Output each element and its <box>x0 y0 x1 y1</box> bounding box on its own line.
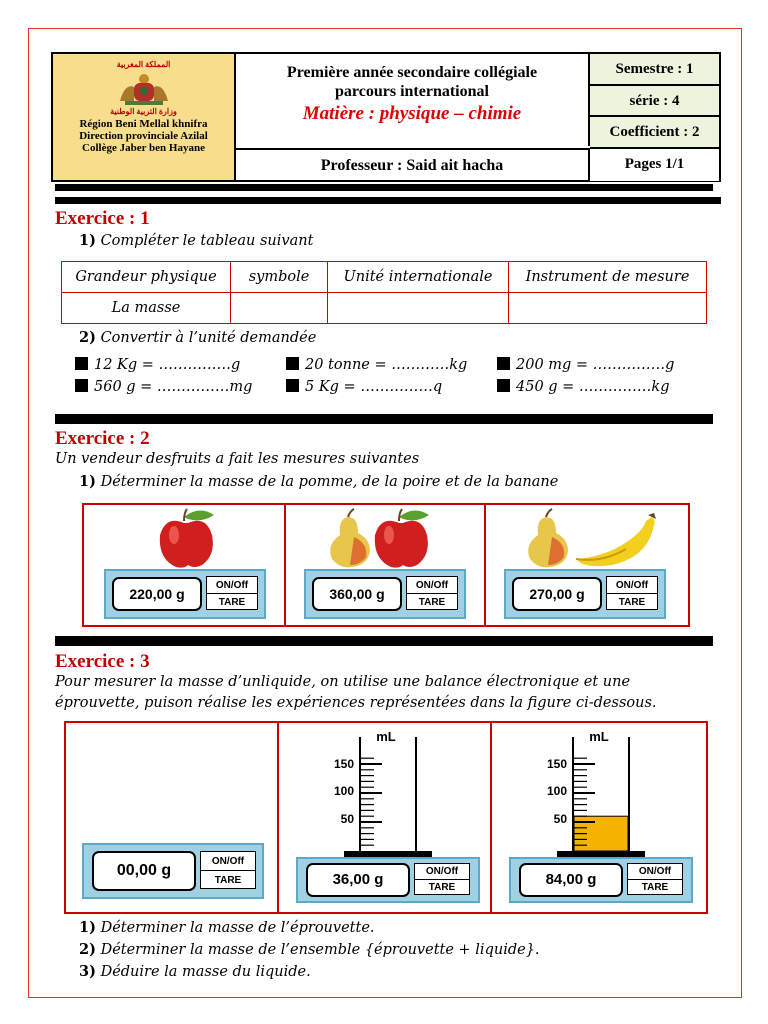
bullet-square-icon <box>75 357 88 370</box>
tick-label: 100 <box>546 784 567 798</box>
on-off-button: ON/Off <box>607 577 657 594</box>
bullet-square-icon <box>75 379 88 392</box>
scale-display: 270,00 g <box>512 577 602 611</box>
conversion-item: 12 Kg = ……………g <box>75 357 240 373</box>
level-title: Première année secondaire collégiale <box>286 64 538 81</box>
ex3-question-2 <box>79 941 540 958</box>
table-cell-quantity: La masse <box>62 293 231 324</box>
pear-icon <box>522 507 574 569</box>
quantity-table <box>61 261 707 324</box>
ex1-question-2 <box>79 329 316 346</box>
table-cell-symbol <box>231 293 328 324</box>
apple-icon <box>369 507 439 569</box>
on-off-button: ON/Off <box>201 852 255 871</box>
panel-divider <box>490 723 492 912</box>
ex2-q1-text: Déterminer la masse de la pomme, de la poire et de la banane <box>100 474 559 490</box>
table-header-cell: Unité internationale <box>328 262 509 293</box>
table-header-cell: Instrument de mesure <box>509 262 707 293</box>
tick-label: 150 <box>333 757 354 771</box>
header-info-cells <box>590 54 719 180</box>
on-off-button: ON/Off <box>415 864 469 880</box>
tick-label: 100 <box>333 784 354 798</box>
pages-cell: Pages 1/1 <box>590 149 719 181</box>
ex1-q2-number: 2) <box>79 329 96 346</box>
cylinder-ticks <box>361 758 382 845</box>
divider-bar-top-2 <box>55 197 721 204</box>
conversion-item: 5 Kg = ……………q <box>286 379 442 395</box>
bullet-square-icon <box>497 379 510 392</box>
tare-button: TARE <box>618 596 646 608</box>
ex1-q1-text: Compléter le tableau suivant <box>100 233 314 249</box>
scale-empty <box>82 843 264 899</box>
college-line: Collège Jaber ben Hayane <box>82 142 205 154</box>
divider-bar-top <box>55 184 713 191</box>
scale-1 <box>104 569 266 619</box>
cylinder-scales-panel <box>64 721 708 914</box>
ex3-q-number: 2) <box>79 941 96 958</box>
tare-button: TARE <box>428 882 456 893</box>
ex3-q-number: 1) <box>79 919 96 936</box>
on-off-button: ON/Off <box>628 864 682 880</box>
arabic-title-top: المملكة المغربية <box>116 60 171 69</box>
ex3-intro-line-1: Pour mesurer la masse d’unliquide, on utilise une balance électronique et une <box>55 674 631 690</box>
ex2-question-1 <box>79 473 558 490</box>
table-header-row <box>62 262 707 293</box>
serie-cell: série : 4 <box>590 86 719 118</box>
scale-display: 36,00 g <box>306 863 410 897</box>
exercise-3-title: Exercice : 3 <box>55 651 150 672</box>
header-box <box>51 52 721 182</box>
bullet-square-icon <box>286 357 299 370</box>
on-off-button: ON/Off <box>207 577 257 594</box>
ex3-q-text: Déterminer la masse de l’éprouvette. <box>100 920 375 936</box>
scale-buttons <box>606 576 658 610</box>
ex1-q2-text: Convertir à l’unité demandée <box>100 330 317 346</box>
professor-name: Professeur : Said ait hacha <box>236 148 590 182</box>
table-cell-instrument <box>509 293 707 324</box>
ex2-q1-number: 1) <box>79 473 96 490</box>
scale-display: 360,00 g <box>312 577 402 611</box>
region-line: Région Beni Mellal khnifra <box>79 118 208 130</box>
ex3-question-1 <box>79 919 375 936</box>
ex1-q1-number: 1) <box>79 232 96 249</box>
ex1-question-1 <box>79 232 313 249</box>
graduated-cylinder-empty <box>288 727 488 861</box>
track-title: parcours international <box>335 83 489 100</box>
scale-buttons <box>200 851 256 889</box>
bullet-square-icon <box>286 379 299 392</box>
scale-display: 84,00 g <box>519 863 623 897</box>
tick-label: 50 <box>553 812 567 826</box>
scale-cylinder <box>296 857 480 903</box>
header-title-block <box>236 54 590 146</box>
ex2-intro: Un vendeur desfruits a fait les mesures suivantes <box>55 451 420 467</box>
scale-cylinder-liquid <box>509 857 693 903</box>
apple-icon <box>154 507 224 569</box>
unit-label: mL <box>589 729 609 744</box>
table-row <box>62 293 707 324</box>
conversion-item: 200 mg = ……………g <box>497 357 674 373</box>
panel-divider <box>277 723 279 912</box>
tare-button: TARE <box>418 596 446 608</box>
school-logo-block <box>53 54 236 180</box>
unit-label: mL <box>376 729 396 744</box>
ex3-q-number: 3) <box>79 963 96 980</box>
tick-label: 50 <box>340 812 354 826</box>
coat-of-arms-icon <box>117 71 171 107</box>
table-cell-unit <box>328 293 509 324</box>
arabic-title-bottom: وزارة التربية الوطنية <box>110 107 177 116</box>
ex3-q-text: Déterminer la masse de l’ensemble {éprouvette + liquide}. <box>100 942 540 958</box>
scale-display: 00,00 g <box>92 851 196 891</box>
scale-3 <box>504 569 666 619</box>
subject-title: Matière : physique – chimie <box>302 103 522 124</box>
banana-icon <box>572 513 658 569</box>
divider-bar-1 <box>55 414 713 424</box>
conversion-item: 450 g = ……………kg <box>497 379 670 395</box>
coefficient-cell: Coefficient : 2 <box>590 117 719 149</box>
ex3-q-text: Déduire la masse du liquide. <box>100 964 311 980</box>
fruit-scales-panel <box>82 503 690 627</box>
scale-buttons <box>206 576 258 610</box>
panel-divider <box>484 505 486 625</box>
tare-button: TARE <box>214 874 242 886</box>
scale-buttons <box>627 863 683 895</box>
direction-line: Direction provinciale Azilal <box>79 130 208 142</box>
scale-buttons <box>414 863 470 895</box>
table-header-cell: symbole <box>231 262 328 293</box>
ex3-intro-line-2: éprouvette, puison réalise les expériences représentées dans la figure ci-dessous. <box>55 695 657 711</box>
scale-2 <box>304 569 466 619</box>
table-header-cell: Grandeur physique <box>62 262 231 293</box>
panel-divider <box>284 505 286 625</box>
tare-button: TARE <box>641 882 669 893</box>
scale-buttons <box>406 576 458 610</box>
ex3-question-3 <box>79 963 311 980</box>
conversion-item: 560 g = ……………mg <box>75 379 252 395</box>
exercise-2-title: Exercice : 2 <box>55 428 150 449</box>
bullet-square-icon <box>497 357 510 370</box>
divider-bar-2 <box>55 636 713 646</box>
tick-label: 150 <box>546 757 567 771</box>
exercise-1-title: Exercice : 1 <box>55 208 150 229</box>
graduated-cylinder-filled <box>501 727 701 861</box>
scale-display: 220,00 g <box>112 577 202 611</box>
conversion-item: 20 tonne = …………kg <box>286 357 467 373</box>
on-off-button: ON/Off <box>407 577 457 594</box>
semestre-cell: Semestre : 1 <box>590 54 719 86</box>
tare-button: TARE <box>218 596 246 608</box>
